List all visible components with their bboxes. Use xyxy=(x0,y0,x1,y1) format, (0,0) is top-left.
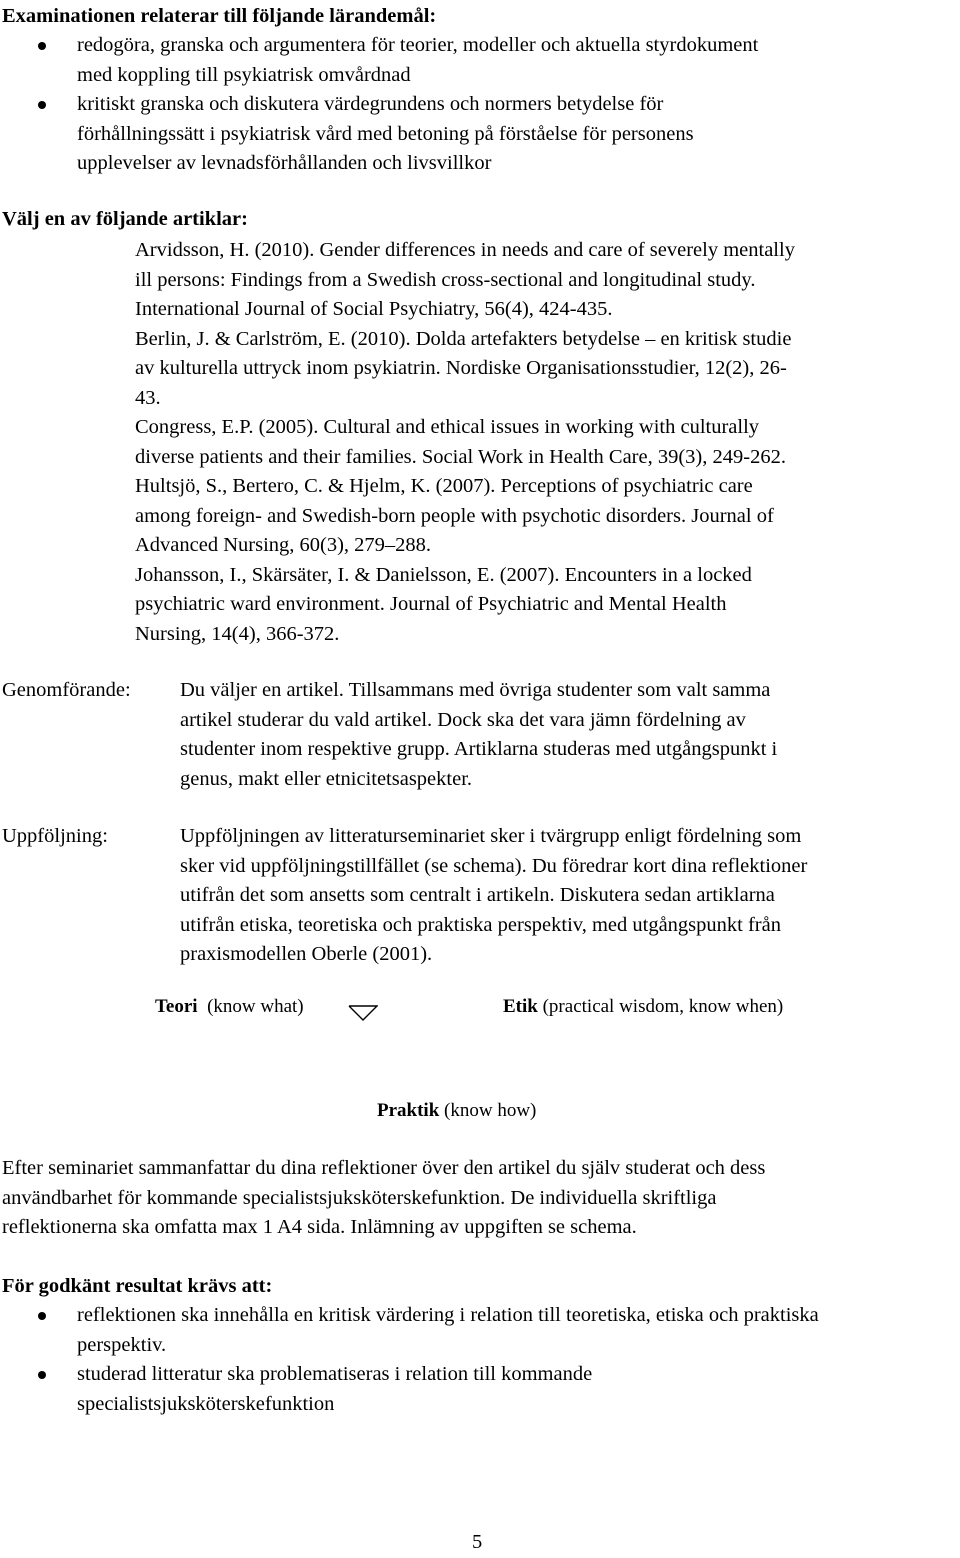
approval-item: reflektionen ska innehålla en kritisk värdering i relation till teoretiska, etiska och praktiska perspektiv. xyxy=(0,1301,960,1360)
model-etik: Etik (practical wisdom, know when) xyxy=(503,996,784,1017)
bullet-icon xyxy=(38,101,46,109)
model-praktik: Praktik (know how) xyxy=(377,1100,537,1121)
objectives-list xyxy=(0,31,960,179)
article-list xyxy=(135,236,960,649)
approval-item: studerad litteratur ska problematiseras i relation till kommande specialistsjuksköterskefunktion xyxy=(0,1360,960,1419)
approval-heading: För godkänt resultat krävs att: xyxy=(2,1275,273,1297)
bullet-icon xyxy=(38,1312,46,1320)
articles-heading: Välj en av följande artiklar: xyxy=(2,208,248,230)
objective-item: redogöra, granska och argumentera för teorier, modeller och aktuella styrdokument med koppling till psykiatrisk omvårdnad xyxy=(0,31,960,90)
objectives-heading: Examinationen relaterar till följande lärandemål: xyxy=(2,5,437,27)
genomforande-label: Genomförande: xyxy=(2,679,131,701)
genomforande-text: Du väljer en artikel. Tillsammans med övriga studenter som valt samma artikel studerar du vald artikel. Dock ska det vara jämn fördelning av studenter inom respektive grupp. Artiklarna studeras med utgångspunkt i genus, makt eller etnicitetsaspekter. xyxy=(180,679,778,790)
article-reference: Congress, E.P. (2005). Cultural and ethical issues in working with culturally diverse patients and their families. Social Work in Health Care, 39(3), 249-262. xyxy=(135,416,786,468)
bullet-icon xyxy=(38,42,46,50)
objective-item: kritiskt granska och diskutera värdegrundens och normers betydelse för förhållningssätt i psykiatrisk vård med betoning på förståelse för personens upplevelser av levnadsförhållanden och livsvillkor xyxy=(0,90,960,179)
model-teori: Teori (know what) xyxy=(155,996,304,1017)
article-reference: Berlin, J. & Carlström, E. (2010). Dolda artefakters betydelse – en kritisk studie av kulturella uttryck inom psykiatrin. Nordiske Organisationsstudier, 12(2), 26- 43. xyxy=(135,327,792,409)
uppfoljning-text: Uppföljningen av litteraturseminariet sker i tvärgrupp enligt fördelning som sker vid uppföljningstillfället (se schema). Du föredrar kort dina reflektioner utifrån det som ansetts som centralt i artikeln. Diskutera sedan artiklarna utifrån etiska, teoretiska och praktiska perspektiv, med utgångspunkt från praxismodellen Oberle (2001). xyxy=(180,825,808,965)
article-reference: Hultsjö, S., Bertero, C. & Hjelm, K. (2007). Perceptions of psychiatric care among foreign- and Swedish-born people with psychotic disorders. Journal of Advanced Nursing, 60(3), 279–288. xyxy=(135,475,774,556)
page-number: 5 xyxy=(472,1531,483,1553)
uppfoljning-label: Uppföljning: xyxy=(2,825,108,847)
bullet-icon xyxy=(38,1371,46,1379)
after-seminar-text: Efter seminariet sammanfattar du dina reflektioner över den artikel du själv studerat och dess användbarhet för kommande specialistsjuksköterskefunktion. De individuella skriftliga reflektionerna ska omfatta max 1 A4 sida. Inlämning av uppgiften se schema. xyxy=(2,1157,766,1238)
article-reference: Arvidsson, H. (2010). Gender differences in needs and care of severely mentally ill persons: Findings from a Swedish cross-sectional and longitudinal study. International Journal of Social Psychiatry, 56(4), 424-435. xyxy=(135,239,795,320)
triangle-down-icon xyxy=(348,1005,378,1021)
approval-list xyxy=(0,1301,960,1419)
article-reference: Johansson, I., Skärsäter, I. & Danielsson, E. (2007). Encounters in a locked psychiatric ward environment. Journal of Psychiatric and Mental Health Nursing, 14(4), 366-372. xyxy=(135,563,752,645)
